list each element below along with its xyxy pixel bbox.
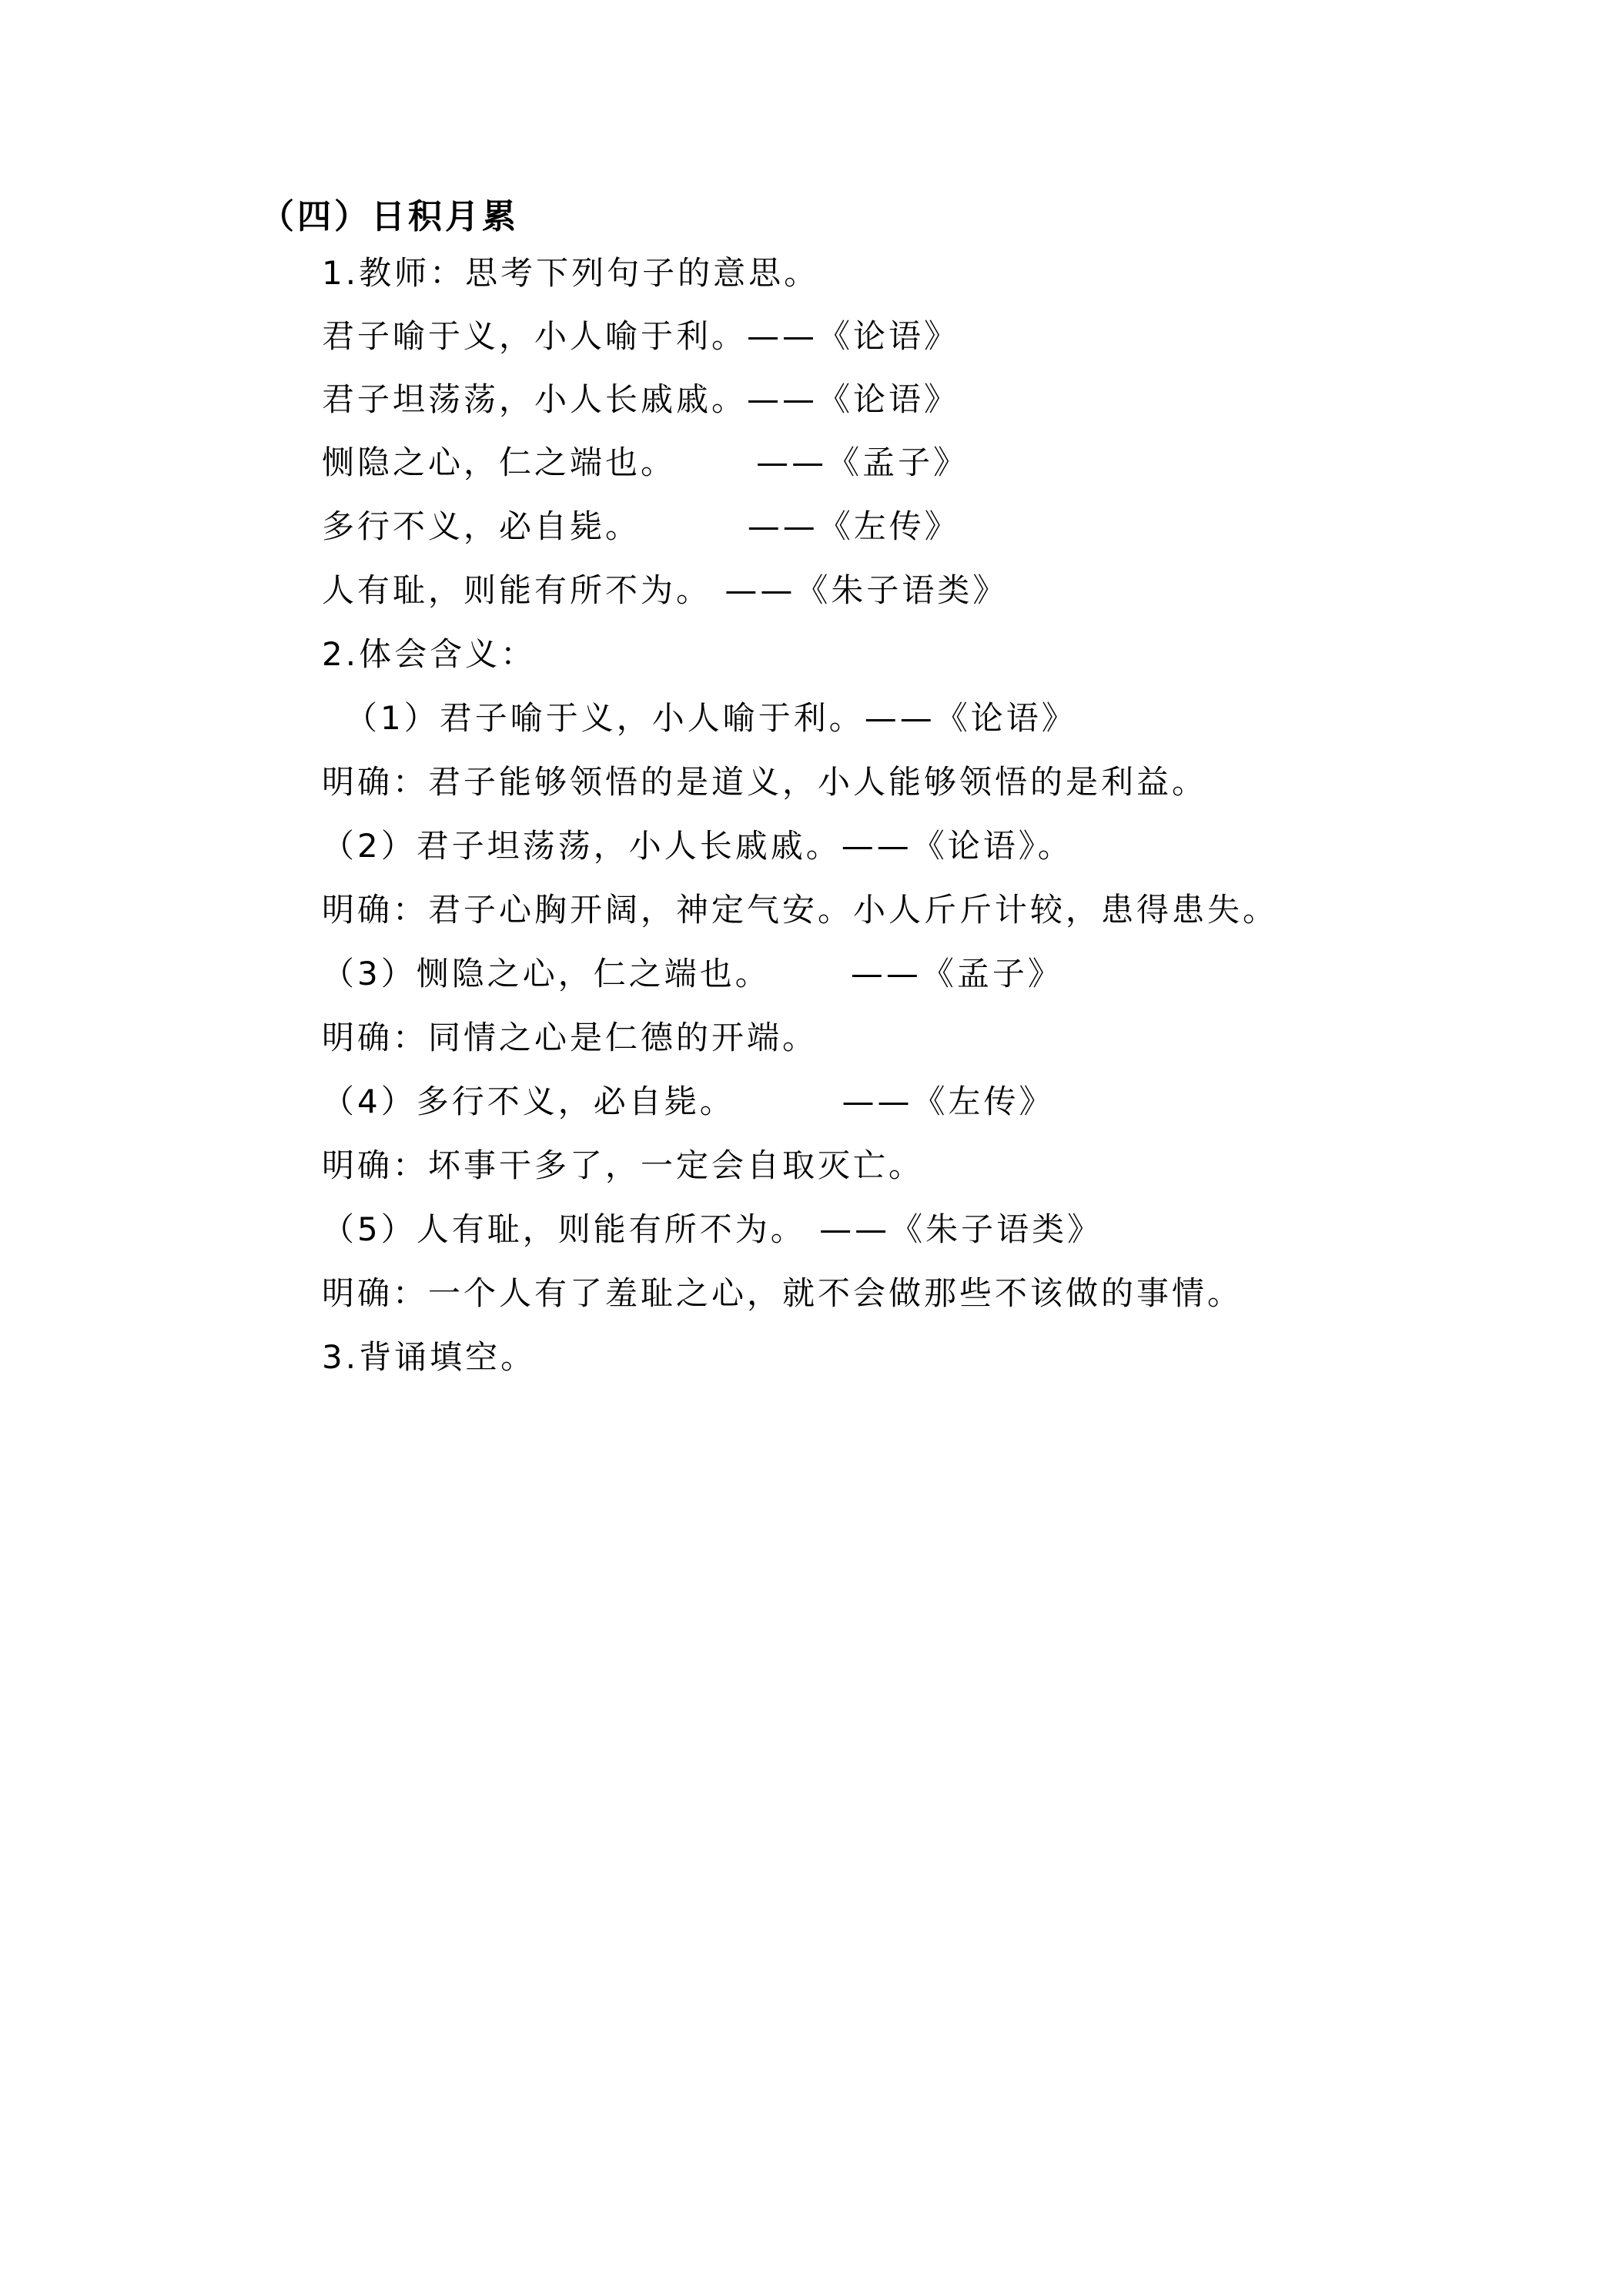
text-line: 君子喻于义，小人喻于利。——《论语》 [322, 317, 960, 355]
text-line: 君子坦荡荡，小人长戚戚。——《论语》 [322, 380, 960, 418]
text-line: 人有耻，则能有所不为。 ——《朱子语类》 [322, 571, 1009, 609]
text-line: 明确：同情之心是仁德的开端。 [322, 1019, 818, 1056]
text-line: （1）君子喻于义，小人喻于利。——《论语》 [345, 699, 1077, 737]
text-line: 多行不义，必自毙。 ——《左传》 [322, 507, 960, 545]
text-line: 3.背诵填空。 [322, 1338, 537, 1376]
text-line: （3）恻隐之心，仁之端也。 ——《孟子》 [322, 955, 1063, 992]
text-line: 明确：君子能够领悟的是道义，小人能够领悟的是利益。 [322, 763, 1208, 801]
text-line: 1.教师：思考下列句子的意思。 [322, 254, 820, 292]
text-line: 明确：君子心胸开阔，神定气安。小人斤斤计较，患得患失。 [322, 891, 1279, 929]
section-heading: （四）日积月累 [260, 197, 519, 236]
text-line: （4）多行不义，必自毙。 ——《左传》 [322, 1083, 1055, 1120]
text-line: 明确：一个人有了羞耻之心，就不会做那些不该做的事情。 [322, 1274, 1243, 1312]
text-line: （5）人有耻，则能有所不为。 ——《朱子语类》 [322, 1210, 1103, 1248]
text-line: 明确：坏事干多了，一定会自取灭亡。 [322, 1146, 925, 1184]
text-line: （2）君子坦荡荡，小人长戚戚。——《论语》。 [322, 827, 1073, 865]
text-line: 2.体会含义： [322, 635, 537, 673]
text-line: 恻隐之心，仁之端也。 ——《孟子》 [322, 443, 969, 481]
